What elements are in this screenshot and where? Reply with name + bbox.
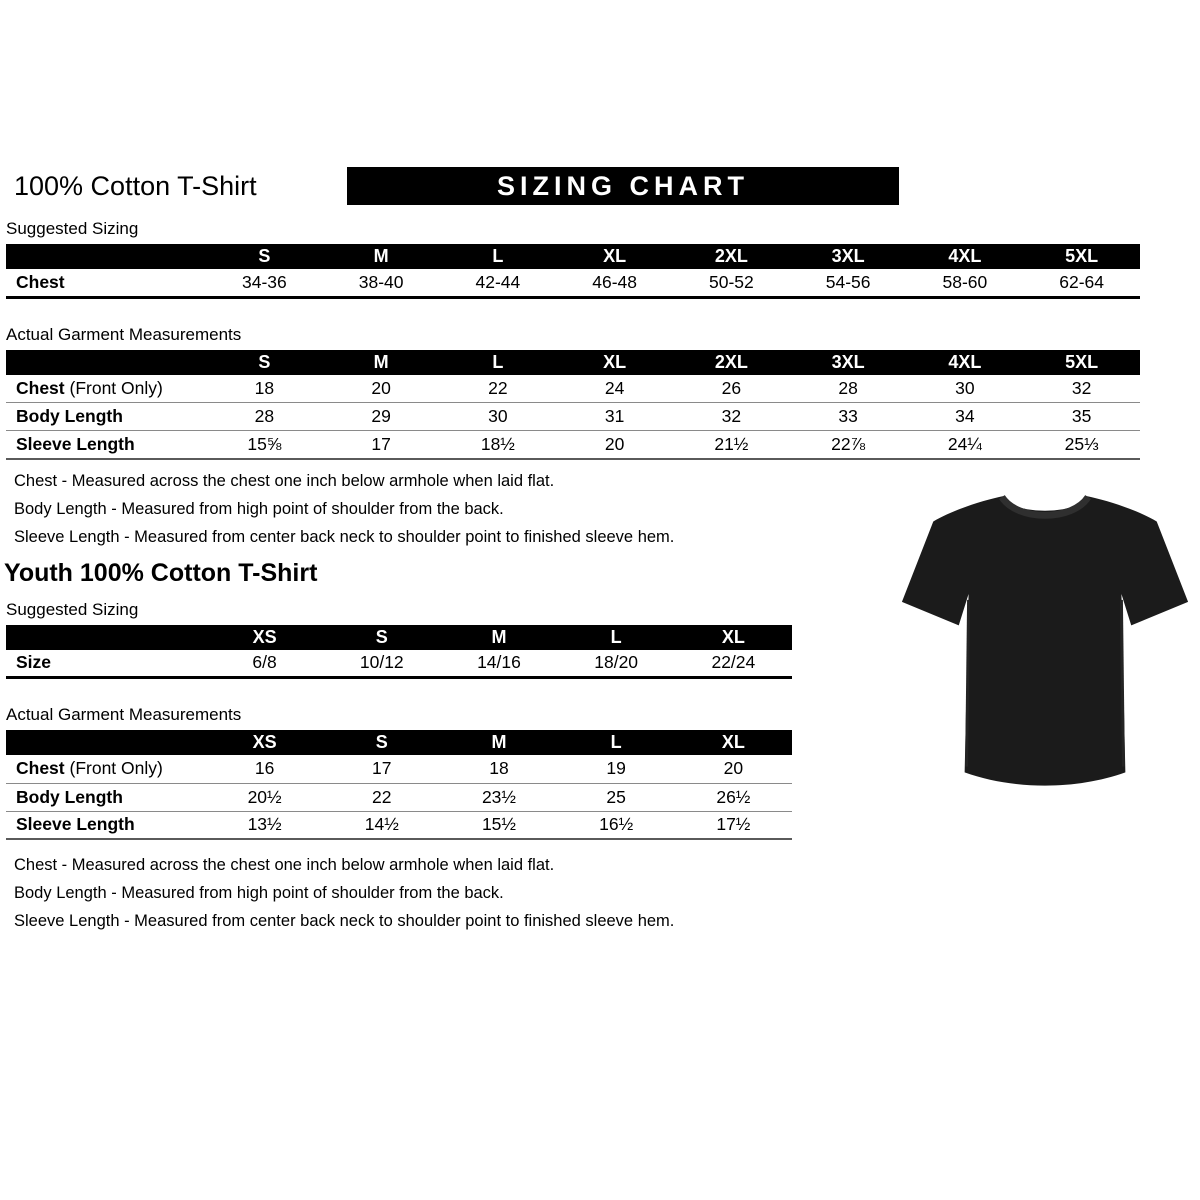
measurement-cell: 25⅓ bbox=[1023, 431, 1140, 459]
row-label: Sleeve Length bbox=[6, 431, 206, 459]
size-column-header: XL bbox=[556, 244, 673, 269]
measurement-cell: 34 bbox=[907, 403, 1024, 431]
measurement-cell: 18 bbox=[206, 375, 323, 403]
table-header-row bbox=[6, 730, 792, 755]
youth-garment-measurements-label: Actual Garment Measurements bbox=[6, 705, 242, 724]
table-header-row bbox=[6, 350, 1140, 375]
measurement-cell: 13½ bbox=[206, 811, 323, 839]
empty-header-cell bbox=[6, 244, 206, 269]
measurement-cell: 20 bbox=[675, 755, 792, 783]
table-row bbox=[6, 269, 1140, 297]
youth-section-title: Youth 100% Cotton T-Shirt bbox=[4, 558, 318, 587]
adult-suggested-sizing-table bbox=[6, 244, 1140, 299]
measurement-cell: 22/24 bbox=[675, 650, 792, 678]
tshirt-image bbox=[898, 478, 1192, 810]
size-column-header: 2XL bbox=[673, 244, 790, 269]
measurement-cell: 42-44 bbox=[440, 269, 557, 297]
measurement-cell: 30 bbox=[907, 375, 1024, 403]
size-column-header: XL bbox=[675, 625, 792, 650]
size-column-header: XS bbox=[206, 730, 323, 755]
note-chest: Chest - Measured across the chest one inch below armhole when laid flat. bbox=[14, 471, 555, 490]
size-column-header: XL bbox=[675, 730, 792, 755]
measurement-cell: 24¼ bbox=[907, 431, 1024, 459]
size-column-header: XL bbox=[556, 350, 673, 375]
size-column-header: S bbox=[323, 730, 440, 755]
table-header-row bbox=[6, 244, 1140, 269]
size-column-header: 3XL bbox=[790, 350, 907, 375]
measurement-cell: 16 bbox=[206, 755, 323, 783]
table-row bbox=[6, 811, 792, 839]
measurement-cell: 22 bbox=[323, 783, 440, 811]
measurement-cell: 22 bbox=[440, 375, 557, 403]
measurement-cell: 22⅞ bbox=[790, 431, 907, 459]
size-column-header: XS bbox=[206, 625, 323, 650]
row-label-suffix: (Front Only) bbox=[64, 377, 163, 398]
measurement-cell: 16½ bbox=[558, 811, 675, 839]
measurement-cell: 17 bbox=[323, 431, 440, 459]
note-sleeve-length: Sleeve Length - Measured from center back neck to shoulder point to finished sleeve hem. bbox=[14, 912, 675, 930]
measurement-cell: 21½ bbox=[673, 431, 790, 459]
measurement-cell: 18½ bbox=[440, 431, 557, 459]
adult-garment-measurements-table bbox=[6, 350, 1140, 460]
size-column-header: S bbox=[323, 625, 440, 650]
size-column-header: M bbox=[323, 350, 440, 375]
table-row bbox=[6, 783, 792, 811]
row-label bbox=[6, 375, 206, 403]
measurement-cell: 32 bbox=[673, 403, 790, 431]
measurement-cell: 28 bbox=[206, 403, 323, 431]
size-column-header: L bbox=[558, 625, 675, 650]
youth-garment-measurements-table bbox=[6, 730, 792, 840]
measurement-cell: 19 bbox=[558, 755, 675, 783]
measurement-cell: 50-52 bbox=[673, 269, 790, 297]
adult-suggested-sizing-label: Suggested Sizing bbox=[6, 219, 139, 238]
size-column-header: M bbox=[440, 625, 557, 650]
size-column-header: L bbox=[558, 730, 675, 755]
measurement-cell: 10/12 bbox=[323, 650, 440, 678]
size-column-header: S bbox=[206, 350, 323, 375]
measurement-cell: 62-64 bbox=[1023, 269, 1140, 297]
adult-garment-measurements-label: Actual Garment Measurements bbox=[6, 324, 242, 344]
sizing-chart-banner: SIZING CHART bbox=[347, 167, 899, 205]
row-label: Sleeve Length bbox=[6, 811, 206, 839]
measurement-cell: 35 bbox=[1023, 403, 1140, 431]
table-row bbox=[6, 755, 792, 783]
measurement-cell: 15⅝ bbox=[206, 431, 323, 459]
measurement-cell: 23½ bbox=[440, 783, 557, 811]
page-title: 100% Cotton T-Shirt bbox=[14, 171, 257, 201]
measurement-cell: 14/16 bbox=[440, 650, 557, 678]
measurement-cell: 32 bbox=[1023, 375, 1140, 403]
size-column-header: M bbox=[323, 244, 440, 269]
measurement-cell: 17 bbox=[323, 755, 440, 783]
row-label: Size bbox=[6, 650, 206, 678]
size-column-header: S bbox=[206, 244, 323, 269]
empty-header-cell bbox=[6, 350, 206, 375]
youth-suggested-sizing-table bbox=[6, 625, 792, 680]
row-label-text: Chest bbox=[16, 377, 65, 398]
note-sleeve-length: Sleeve Length - Measured from center back neck to shoulder point to finished sleeve hem. bbox=[14, 527, 675, 546]
size-column-header: 5XL bbox=[1023, 244, 1140, 269]
measurement-cell: 33 bbox=[790, 403, 907, 431]
row-label: Body Length bbox=[6, 403, 206, 431]
measurement-cell: 18/20 bbox=[558, 650, 675, 678]
measurement-cell: 46-48 bbox=[556, 269, 673, 297]
size-column-header: 3XL bbox=[790, 244, 907, 269]
size-column-header: M bbox=[440, 730, 557, 755]
measurement-cell: 18 bbox=[440, 755, 557, 783]
measurement-cell: 15½ bbox=[440, 811, 557, 839]
measurement-cell: 58-60 bbox=[907, 269, 1024, 297]
youth-measurement-notes bbox=[14, 856, 1200, 931]
measurement-cell: 31 bbox=[556, 403, 673, 431]
measurement-cell: 34-36 bbox=[206, 269, 323, 297]
measurement-cell: 20 bbox=[556, 431, 673, 459]
size-column-header: 2XL bbox=[673, 350, 790, 375]
measurement-cell: 14½ bbox=[323, 811, 440, 839]
youth-suggested-sizing-label: Suggested Sizing bbox=[6, 599, 139, 619]
measurement-cell: 26½ bbox=[675, 783, 792, 811]
measurement-cell: 24 bbox=[556, 375, 673, 403]
row-label bbox=[6, 755, 206, 783]
measurement-cell: 38-40 bbox=[323, 269, 440, 297]
table-row bbox=[6, 431, 1140, 459]
row-label-suffix: (Front Only) bbox=[64, 758, 163, 779]
row-label-text: Chest bbox=[16, 758, 65, 779]
measurement-cell: 20 bbox=[323, 375, 440, 403]
empty-header-cell bbox=[6, 625, 206, 650]
measurement-cell: 6/8 bbox=[206, 650, 323, 678]
measurement-cell: 29 bbox=[323, 403, 440, 431]
note-body-length: Body Length - Measured from high point of shoulder from the back. bbox=[14, 499, 504, 518]
row-label: Body Length bbox=[6, 783, 206, 811]
table-row bbox=[6, 650, 792, 678]
table-row bbox=[6, 375, 1140, 403]
measurement-cell: 30 bbox=[440, 403, 557, 431]
empty-header-cell bbox=[6, 730, 206, 755]
page-header bbox=[6, 167, 1200, 211]
table-header-row bbox=[6, 625, 792, 650]
row-label: Chest bbox=[6, 269, 206, 297]
note-chest: Chest - Measured across the chest one inch below armhole when laid flat. bbox=[14, 856, 555, 874]
size-column-header: 4XL bbox=[907, 350, 1024, 375]
size-column-header: 4XL bbox=[907, 244, 1024, 269]
size-column-header: L bbox=[440, 244, 557, 269]
note-body-length: Body Length - Measured from high point of shoulder from the back. bbox=[14, 884, 504, 902]
measurement-cell: 17½ bbox=[675, 811, 792, 839]
size-column-header: 5XL bbox=[1023, 350, 1140, 375]
measurement-cell: 26 bbox=[673, 375, 790, 403]
measurement-cell: 28 bbox=[790, 375, 907, 403]
measurement-cell: 54-56 bbox=[790, 269, 907, 297]
tshirt-silhouette bbox=[898, 478, 1192, 810]
table-row bbox=[6, 403, 1140, 431]
measurement-cell: 25 bbox=[558, 783, 675, 811]
size-column-header: L bbox=[440, 350, 557, 375]
measurement-cell: 20½ bbox=[206, 783, 323, 811]
